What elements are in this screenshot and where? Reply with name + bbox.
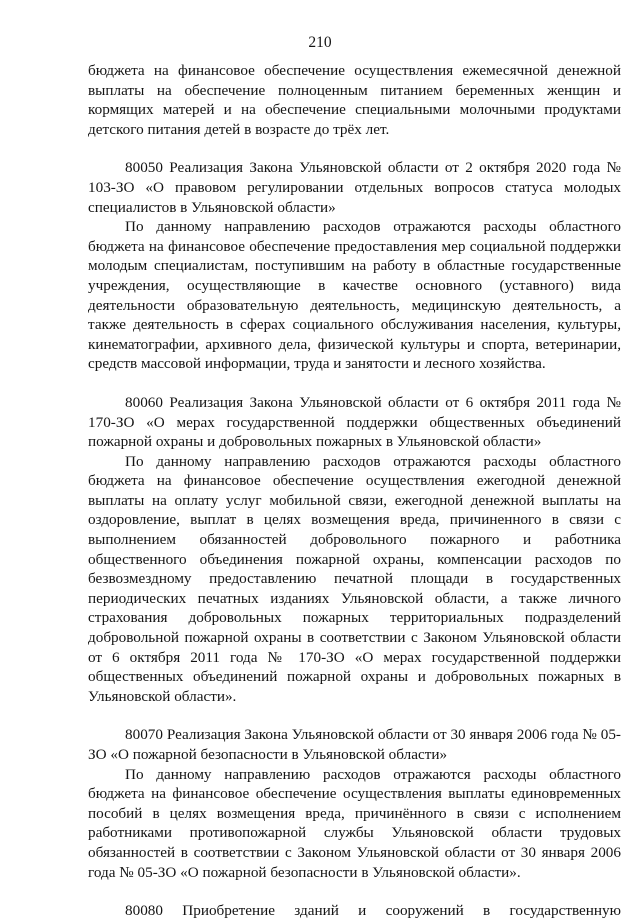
section-text-80050: По данному направлению расходов отражаются расходы областного бюджета на финансовое обеспечение предоставления мер социальной поддержки молодым специалистам, поступившим на работу в областные государственные учреждения, осуществляющие в качестве основного (уставного) вида деятельности образовательную деятельность, медицинскую деятельность, а также деятельность в сферах социального обслуживания населения, культуры, кинематографии, архивного дела, физической культуры и спорта, ветеринарии, средств массовой информации, труда и занятости и лесного хозяйства. xyxy=(88,218,621,373)
section-text-80060: По данному направлению расходов отражаются расходы областного бюджета на финансовое обеспечение осуществления ежегодной денежной выплаты на оплату услуг мобильной связи, ежегодной денежной выплаты на оздоровление, выплат в целях возмещения вреда, причиненного в связи с выполнением обязанностей добровольного пожарного и работника общественного объединения пожарной охраны, компенсации расходов по безвозмездному предоставлению печатной площади в государственных периодических печатных изданиях Ульяновской области, а также личного страхования добровольных пожарных территориальных подразделений добровольной пожарной охраны в соответствии с Законом Ульяновской области от 6 октября 2011 года № 170-ЗО «О мерах государственной поддержки общественных объединений пожарной охраны и добровольных пожарных в Ульяновской области». xyxy=(88,452,621,705)
document-body xyxy=(88,61,621,921)
section-heading-80050: 80050 Реализация Закона Ульяновской области от 2 октября 2020 года № 103-ЗО «О правовом регулировании отдельных вопросов статуса молодых специалистов в Ульяновской области» xyxy=(88,159,621,216)
section-heading-80060: 80060 Реализация Закона Ульяновской области от 6 октября 2011 года № 170-ЗО «О мерах государственной поддержки общественных объединений пожарной охраны и добровольных пожарных в Ульяновской области» xyxy=(88,393,621,451)
section-text-80070: По данному направлению расходов отражаются расходы областного бюджета на финансовое обеспечение осуществления выплаты единовременных пособий в целях возмещения вреда, причинённого в связи с исполнением работниками противопожарной службы Ульяновской области трудовых обязанностей в соответствии с Законом Ульяновской области от 30 января 2006 года № 05-ЗО «О пожарной безопасности в Ульяновской области». xyxy=(88,765,621,881)
section-heading-80080: 80080 Приобретение зданий и сооружений в государственную xyxy=(125,902,621,920)
paragraph-continuation: бюджета на финансовое обеспечение осуществления ежемесячной денежной выплаты на обеспечение полноценным питанием беременных женщин и кормящих матерей и на обеспечение специальными молочными продуктами детского питания детей в возрасте до трёх лет. xyxy=(88,62,621,138)
section-heading-80070: 80070 Реализация Закона Ульяновской области от 30 января 2006 года № 05-ЗО «О пожарной безопасности в Ульяновской области» xyxy=(88,726,621,763)
page-number: 210 xyxy=(308,34,332,51)
